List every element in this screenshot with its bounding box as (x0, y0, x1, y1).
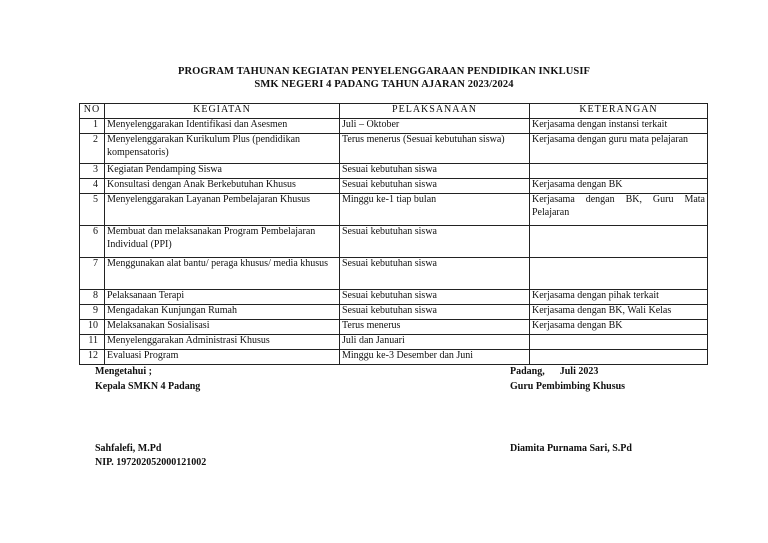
row-kegiatan: Menyelenggarakan Identifikasi dan Asesmen (105, 119, 340, 134)
row-keterangan: Kerjasama dengan pihak terkait (530, 290, 708, 305)
table-row (80, 119, 708, 134)
table-row (80, 258, 708, 290)
table-row (80, 290, 708, 305)
row-keterangan: Kerjasama dengan guru mata pelajaran (530, 134, 708, 164)
table-row (80, 179, 708, 194)
row-kegiatan: Menyelenggarakan Administrasi Khusus (105, 335, 340, 350)
row-no: 9 (80, 305, 105, 320)
row-kegiatan: Melaksanakan Sosialisasi (105, 320, 340, 335)
row-keterangan: Kerjasama dengan instansi terkait (530, 119, 708, 134)
principal-nip: NIP. 197202052000121002 (95, 457, 207, 468)
row-keterangan: Kerjasama dengan BK (530, 320, 708, 335)
row-pelaksanaan: Juli dan Januari (340, 335, 530, 350)
place-date: Padang, Juli 2023 (510, 366, 599, 377)
table-row (80, 305, 708, 320)
header-keterangan: KETERANGAN (530, 104, 708, 119)
row-keterangan (530, 258, 708, 290)
row-keterangan (530, 164, 708, 179)
row-kegiatan: Mengadakan Kunjungan Rumah (105, 305, 340, 320)
row-kegiatan: Konsultasi dengan Anak Berkebutuhan Khusus (105, 179, 340, 194)
row-pelaksanaan: Sesuai kebutuhan siswa (340, 258, 530, 290)
table-row (80, 320, 708, 335)
row-no: 4 (80, 179, 105, 194)
row-pelaksanaan: Minggu ke-3 Desember dan Juni (340, 350, 530, 365)
row-pelaksanaan: Sesuai kebutuhan siswa (340, 164, 530, 179)
row-keterangan (530, 350, 708, 365)
document-title: PROGRAM TAHUNAN KEGIATAN PENYELENGGARAAN PENDIDIKAN INKLUSIF (177, 66, 591, 77)
row-no: 7 (80, 258, 105, 290)
row-keterangan: Kerjasama dengan BK, Guru Mata Pelajaran (530, 194, 708, 226)
row-pelaksanaan: Terus menerus (Sesuai kebutuhan siswa) (340, 134, 530, 164)
header-pelaksanaan: PELAKSANAAN (340, 104, 530, 119)
table-row (80, 164, 708, 179)
row-kegiatan: Evaluasi Program (105, 350, 340, 365)
principal-title: Kepala SMKN 4 Padang (95, 381, 201, 392)
row-no: 10 (80, 320, 105, 335)
row-no: 12 (80, 350, 105, 365)
counselor-name: Diamita Purnama Sari, S.Pd (510, 443, 632, 454)
table-row (80, 134, 708, 164)
row-pelaksanaan: Sesuai kebutuhan siswa (340, 226, 530, 258)
counselor-title: Guru Pembimbing Khusus (510, 381, 626, 392)
table-row (80, 350, 708, 365)
header-no: NO (80, 104, 105, 119)
row-no: 8 (80, 290, 105, 305)
row-kegiatan: Menyelenggarakan Kurikulum Plus (pendidikan kompensatoris) (105, 134, 340, 164)
row-pelaksanaan: Juli – Oktober (340, 119, 530, 134)
row-kegiatan: Pelaksanaan Terapi (105, 290, 340, 305)
row-no: 3 (80, 164, 105, 179)
row-no: 2 (80, 134, 105, 164)
row-keterangan: Kerjasama dengan BK, Wali Kelas (530, 305, 708, 320)
row-keterangan (530, 226, 708, 258)
row-keterangan: Kerjasama dengan BK (530, 179, 708, 194)
table-header-row (80, 104, 708, 119)
row-no: 11 (80, 335, 105, 350)
row-kegiatan: Menyelenggarakan Layanan Pembelajaran Khusus (105, 194, 340, 226)
row-keterangan (530, 335, 708, 350)
row-pelaksanaan: Sesuai kebutuhan siswa (340, 305, 530, 320)
program-table (79, 103, 708, 365)
table-row (80, 335, 708, 350)
table-row (80, 226, 708, 258)
row-pelaksanaan: Sesuai kebutuhan siswa (340, 179, 530, 194)
acknowledged-label: Mengetahui ; (95, 366, 152, 377)
row-no: 5 (80, 194, 105, 226)
row-kegiatan: Membuat dan melaksanakan Program Pembelajaran Individual (PPI) (105, 226, 340, 258)
table-row (80, 194, 708, 226)
principal-name: Sahfalefi, M.Pd (95, 443, 162, 454)
row-no: 6 (80, 226, 105, 258)
row-pelaksanaan: Sesuai kebutuhan siswa (340, 290, 530, 305)
row-kegiatan: Kegiatan Pendamping Siswa (105, 164, 340, 179)
row-pelaksanaan: Terus menerus (340, 320, 530, 335)
row-no: 1 (80, 119, 105, 134)
row-pelaksanaan: Minggu ke-1 tiap bulan (340, 194, 530, 226)
row-kegiatan: Menggunakan alat bantu/ peraga khusus/ media khusus (105, 258, 340, 290)
header-kegiatan: KEGIATAN (105, 104, 340, 119)
document-subtitle: SMK NEGERI 4 PADANG TAHUN AJARAN 2023/2024 (254, 79, 514, 90)
